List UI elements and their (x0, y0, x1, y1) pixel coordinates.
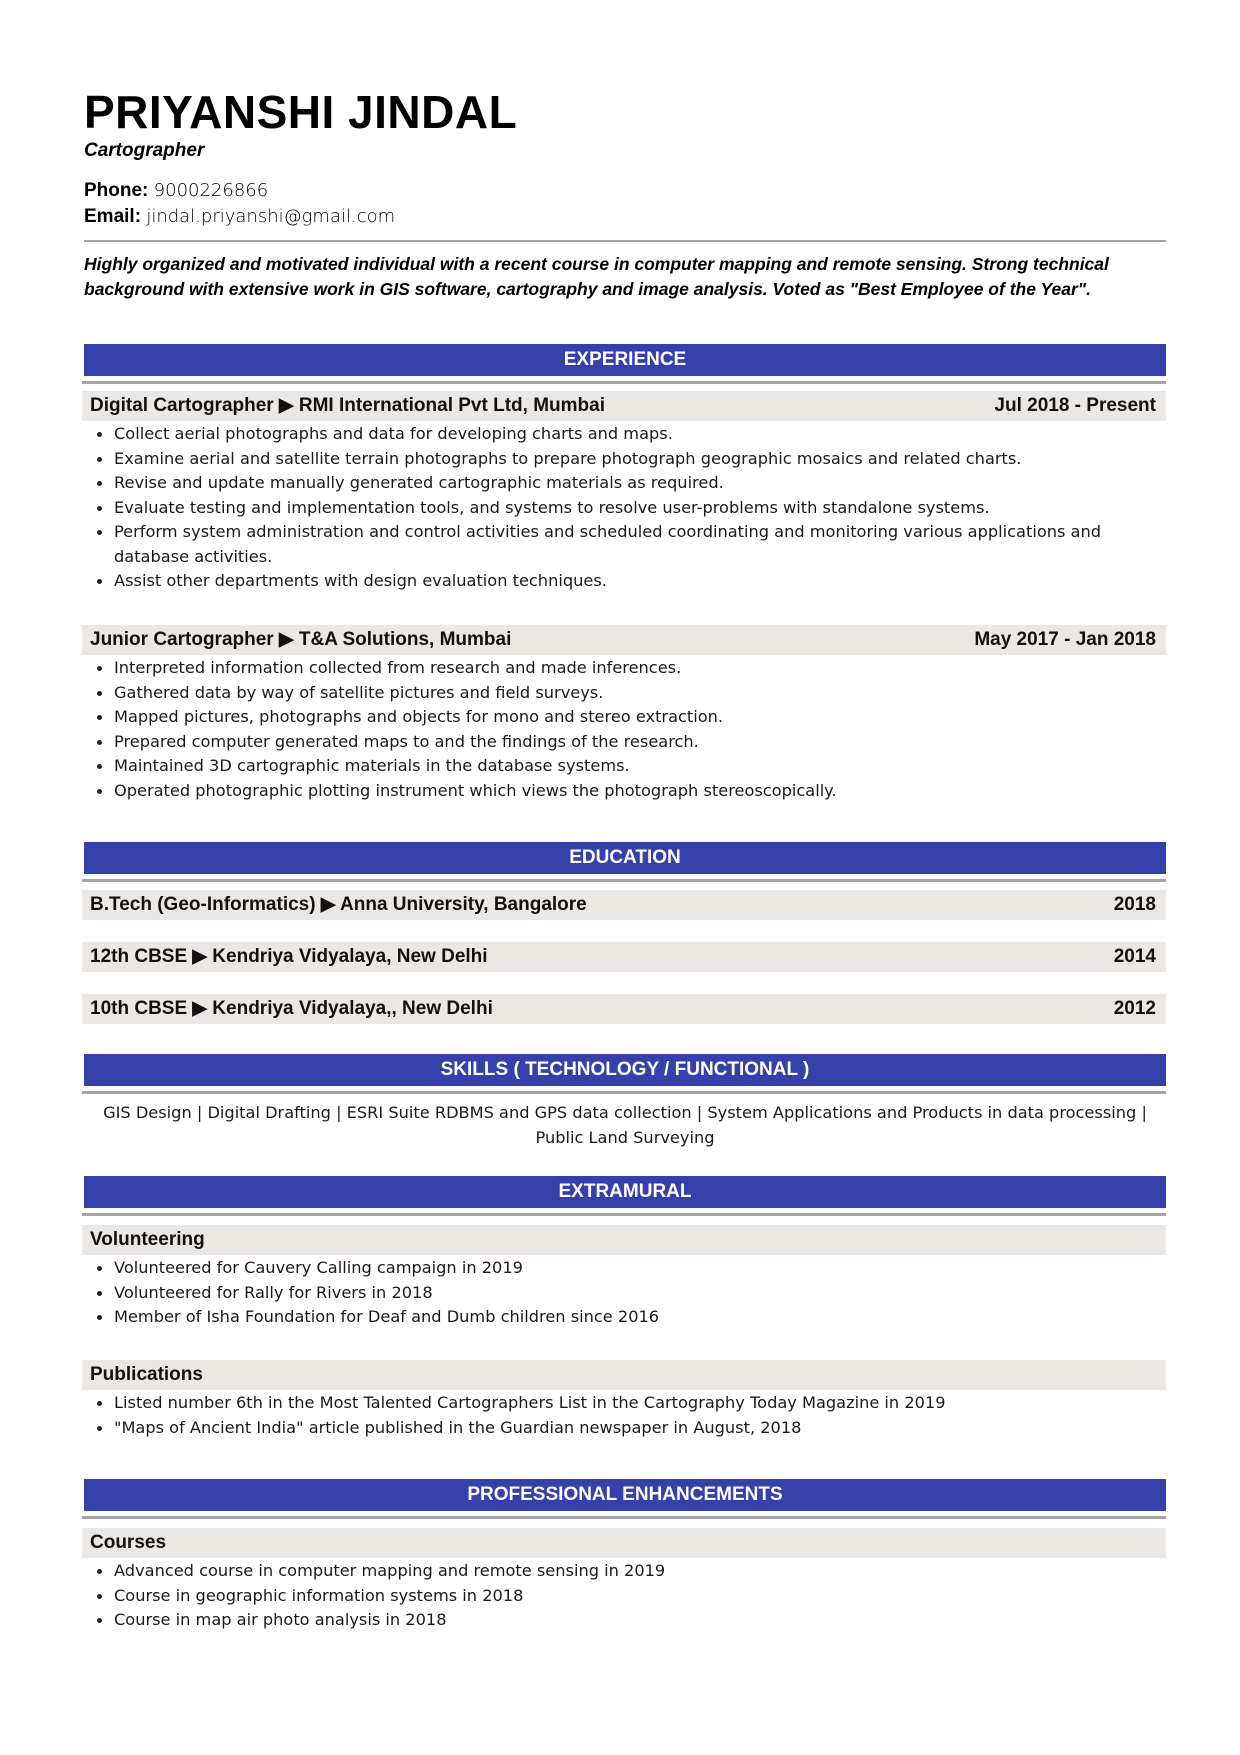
job-dates: Jul 2018 - Present (994, 395, 1156, 416)
education-year: 2012 (1113, 998, 1156, 1019)
candidate-name: PRIYANSHI JINDAL (84, 86, 518, 138)
education-degree: 12th CBSE ▶ Kendriya Vidyalaya, New Delhi (90, 946, 488, 967)
education-row (82, 994, 1166, 1024)
section-divider (82, 879, 1166, 882)
list-item: Course in geographic information systems in 2018 (84, 1584, 1166, 1609)
education-degree: B.Tech (Geo-Informatics) ▶ Anna University, Bangalore (90, 894, 587, 915)
activity-bullets (84, 1256, 1166, 1330)
list-item: Maintained 3D cartographic materials in the database systems. (84, 754, 1166, 779)
section-divider (82, 1516, 1166, 1519)
job-bullets (84, 422, 1166, 594)
section-divider (82, 1091, 1166, 1094)
course-bullets (84, 1559, 1166, 1633)
job-role-company: Digital Cartographer ▶ RMI International Pvt Ltd, Mumbai (90, 395, 605, 416)
skills-heading: SKILLS ( TECHNOLOGY / FUNCTIONAL ) (84, 1054, 1166, 1086)
job-role-company: Junior Cartographer ▶ T&A Solutions, Mumbai (90, 629, 512, 650)
job-title: Cartographer (84, 140, 205, 161)
section-divider (82, 1213, 1166, 1216)
education-heading: EDUCATION (84, 842, 1166, 874)
activity-group-title: Volunteering (90, 1229, 205, 1250)
list-item: Revise and update manually generated cartographic materials as required. (84, 471, 1166, 496)
activity-group-header (82, 1360, 1166, 1390)
list-item: Perform system administration and control activities and scheduled coordinating and monitoring various applications and database activities. (84, 520, 1166, 569)
list-item: Volunteered for Rally for Rivers in 2018 (84, 1281, 1166, 1306)
activity-group-header (82, 1225, 1166, 1255)
job-header (82, 391, 1166, 421)
experience-heading: EXPERIENCE (84, 344, 1166, 376)
list-item: Prepared computer generated maps to and the findings of the research. (84, 730, 1166, 755)
list-item: Member of Isha Foundation for Deaf and Dumb children since 2016 (84, 1305, 1166, 1330)
list-item: Collect aerial photographs and data for developing charts and maps. (84, 422, 1166, 447)
education-year: 2018 (1113, 894, 1156, 915)
list-item: Course in map air photo analysis in 2018 (84, 1608, 1166, 1633)
header-divider (84, 240, 1166, 242)
job-header (82, 625, 1166, 655)
job-bullets (84, 656, 1166, 803)
email-value[interactable]: jindal.priyanshi@gmail.com (146, 206, 396, 227)
list-item: "Maps of Ancient India" article published in the Guardian newspaper in August, 2018 (84, 1416, 1166, 1441)
education-year: 2014 (1113, 946, 1156, 967)
course-group-header (82, 1528, 1166, 1558)
email-line (84, 206, 395, 228)
phone-label: Phone: (84, 180, 149, 201)
list-item: Advanced course in computer mapping and remote sensing in 2019 (84, 1559, 1166, 1584)
skills-list: GIS Design | Digital Drafting | ESRI Suite RDBMS and GPS data collection | System Applications and Products in data processing | Public Land Surveying (103, 1103, 1147, 1147)
activity-group-title: Publications (90, 1364, 203, 1385)
email-label: Email: (84, 206, 142, 227)
profile-summary: Highly organized and motivated individual with a recent course in computer mapping and remote sensing. Strong technical background with extensive work in GIS software, cartography and image analysis. Voted as "Best Employee of the Year". (84, 254, 1109, 299)
job-dates: May 2017 - Jan 2018 (974, 629, 1156, 650)
list-item: Evaluate testing and implementation tools, and systems to resolve user-problems with standalone systems. (84, 496, 1166, 521)
list-item: Examine aerial and satellite terrain photographs to prepare photograph geographic mosaics and related charts. (84, 447, 1166, 472)
section-divider (82, 381, 1166, 384)
phone-line (84, 180, 268, 202)
enhancements-heading: PROFESSIONAL ENHANCEMENTS (84, 1479, 1166, 1511)
education-row (82, 942, 1166, 972)
list-item: Assist other departments with design evaluation techniques. (84, 569, 1166, 594)
extramural-heading: EXTRAMURAL (84, 1176, 1166, 1208)
phone-value: 9000226866 (153, 180, 269, 201)
course-group-title: Courses (90, 1532, 167, 1553)
list-item: Gathered data by way of satellite pictures and field surveys. (84, 681, 1166, 706)
list-item: Interpreted information collected from research and made inferences. (84, 656, 1166, 681)
list-item: Volunteered for Cauvery Calling campaign in 2019 (84, 1256, 1166, 1281)
list-item: Listed number 6th in the Most Talented Cartographers List in the Cartography Today Magazine in 2019 (84, 1391, 1166, 1416)
education-row (82, 890, 1166, 920)
education-degree: 10th CBSE ▶ Kendriya Vidyalaya,, New Delhi (90, 998, 493, 1019)
activity-bullets (84, 1391, 1166, 1440)
list-item: Mapped pictures, photographs and objects for mono and stereo extraction. (84, 705, 1166, 730)
list-item: Operated photographic plotting instrument which views the photograph stereoscopically. (84, 779, 1166, 804)
